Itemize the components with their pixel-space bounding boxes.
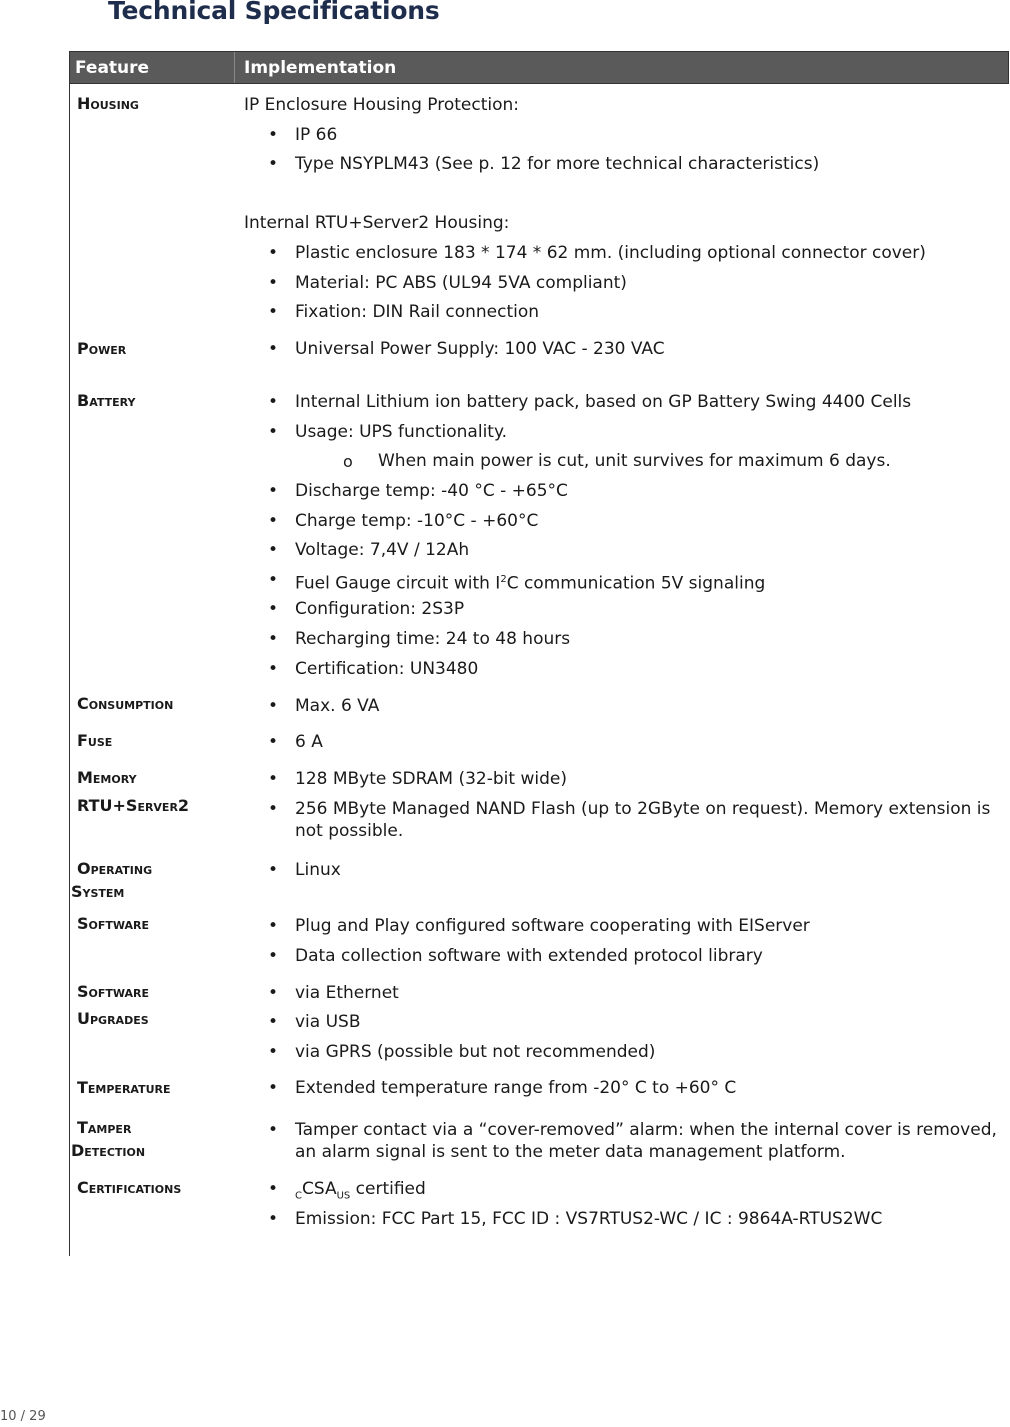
bullet-icon: •	[268, 599, 279, 619]
bullet-icon: •	[268, 1012, 279, 1032]
bullet-icon: •	[268, 696, 279, 716]
header-divider	[234, 52, 235, 83]
software-item: Plug and Play configured software cooperating with EIServer	[295, 916, 810, 936]
certifications-csa-item	[295, 1178, 426, 1207]
feature-software: Software	[77, 914, 150, 933]
feature-os: Operating	[77, 859, 153, 878]
bullet-icon: •	[268, 154, 279, 174]
bullet-icon: •	[268, 540, 279, 560]
temperature-item: Extended temperature range from -20° C to +60° C	[295, 1078, 737, 1098]
housing-rtu-item: Plastic enclosure 183 * 174 * 62 mm. (including optional connector cover)	[295, 243, 926, 263]
feature-os-sub: System	[71, 882, 125, 901]
bullet-icon: •	[268, 339, 279, 359]
battery-item: Charge temp: -10°C - +60°C	[295, 511, 539, 531]
page-number: 10 / 29	[0, 1409, 46, 1424]
bullet-icon: •	[268, 860, 279, 880]
housing-ip-intro: IP Enclosure Housing Protection:	[244, 95, 520, 115]
housing-ip-item: IP 66	[295, 125, 338, 145]
bullet-icon: •	[268, 732, 279, 752]
housing-ip-item: Type NSYPLM43 (See p. 12 for more technical characteristics)	[295, 154, 820, 174]
upgrades-item: via Ethernet	[295, 983, 399, 1003]
feature-housing: Housing	[77, 94, 139, 113]
feature-power: Power	[77, 339, 127, 358]
csa-text: CSA	[301, 1179, 337, 1199]
bullet-icon: •	[268, 1209, 279, 1229]
software-item: Data collection software with extended protocol library	[295, 946, 763, 966]
spec-table	[69, 51, 1010, 1256]
os-item: Linux	[295, 860, 341, 880]
battery-fuel-item	[295, 569, 765, 595]
bullet-icon: •	[268, 125, 279, 145]
housing-rtu-item: Material: PC ABS (UL94 5VA compliant)	[295, 273, 627, 293]
feature-upgrades: Software	[77, 982, 150, 1001]
feature-memory: Memory	[77, 768, 137, 787]
feature-memory-sub: RTU+Server2	[77, 796, 190, 815]
csa-post: certified	[350, 1179, 426, 1199]
feature-certifications: Certifications	[77, 1178, 182, 1197]
bullet-icon: •	[268, 1120, 279, 1140]
feature-battery: Battery	[77, 391, 136, 410]
bullet-icon: •	[268, 392, 279, 412]
fuel-pre: Fuel Gauge circuit with I	[295, 573, 501, 594]
bullet-icon: •	[268, 302, 279, 322]
upgrades-item: via USB	[295, 1012, 361, 1032]
header-feature: Feature	[75, 58, 150, 78]
fuse-item: 6 A	[295, 732, 323, 752]
battery-sub-item: When main power is cut, unit survives for maximum 6 days.	[378, 451, 891, 471]
memory-item: 128 MByte SDRAM (32-bit wide)	[295, 769, 567, 789]
table-header	[69, 51, 1009, 84]
battery-item: Certification: UN3480	[295, 659, 479, 679]
upgrades-item: via GPRS (possible but not recommended)	[295, 1042, 656, 1062]
bullet-icon: •	[268, 1078, 279, 1098]
bullet-icon: •	[268, 422, 279, 442]
battery-item: Voltage: 7,4V / 12Ah	[295, 540, 470, 560]
bullet-icon: •	[268, 1179, 279, 1199]
header-implementation: Implementation	[244, 58, 397, 78]
bullet-icon: •	[268, 273, 279, 293]
feature-temperature: Temperature	[77, 1078, 171, 1097]
bullet-icon: •	[268, 629, 279, 649]
bullet-icon: •	[268, 946, 279, 966]
housing-rtu-item: Fixation: DIN Rail connection	[295, 302, 540, 322]
sub-bullet-icon: o	[343, 452, 353, 471]
feature-tamper: Tamper	[77, 1118, 132, 1137]
bullet-icon: •	[268, 243, 279, 263]
feature-tamper-sub: Detection	[71, 1141, 146, 1160]
csa-sub-c: C	[295, 1190, 302, 1202]
battery-item: Usage: UPS functionality.	[295, 422, 508, 442]
bullet-icon: •	[268, 1042, 279, 1062]
bullet-icon: •	[268, 916, 279, 936]
page-title: Technical Specifications	[108, 0, 440, 25]
feature-upgrades-sub: Upgrades	[77, 1009, 149, 1028]
feature-consumption: Consumption	[77, 694, 174, 713]
housing-rtu-intro: Internal RTU+Server2 Housing:	[244, 213, 510, 233]
fuel-post: C communication 5V signaling	[506, 573, 766, 594]
fuel-sup: 2	[500, 574, 507, 585]
csa-sub-us: US	[336, 1190, 351, 1202]
bullet-icon: •	[268, 570, 279, 590]
bullet-icon: •	[268, 481, 279, 501]
battery-item: Internal Lithium ion battery pack, based on GP Battery Swing 4400 Cells	[295, 392, 912, 412]
battery-item: Discharge temp: -40 °C - +65°C	[295, 481, 568, 501]
tamper-item: Tamper contact via a “cover-removed” alarm: when the internal cover is removed, an alarm signal is sent to the meter data management platform.	[295, 1120, 997, 1162]
battery-item: Configuration: 2S3P	[295, 599, 465, 619]
bullet-icon: •	[268, 511, 279, 531]
bullet-icon: •	[268, 983, 279, 1003]
bullet-icon: •	[268, 799, 279, 819]
feature-fuse: Fuse	[77, 731, 113, 750]
bullet-icon: •	[268, 659, 279, 679]
memory-item: 256 MByte Managed NAND Flash (up to 2GByte on request). Memory extension is not possible.	[295, 799, 991, 841]
bullet-icon: •	[268, 769, 279, 789]
power-item: Universal Power Supply: 100 VAC - 230 VAC	[295, 339, 665, 359]
certifications-item: Emission: FCC Part 15, FCC ID : VS7RTUS2-WC / IC : 9864A-RTUS2WC	[295, 1209, 883, 1229]
consumption-item: Max. 6 VA	[295, 696, 380, 716]
battery-item: Recharging time: 24 to 48 hours	[295, 629, 571, 649]
